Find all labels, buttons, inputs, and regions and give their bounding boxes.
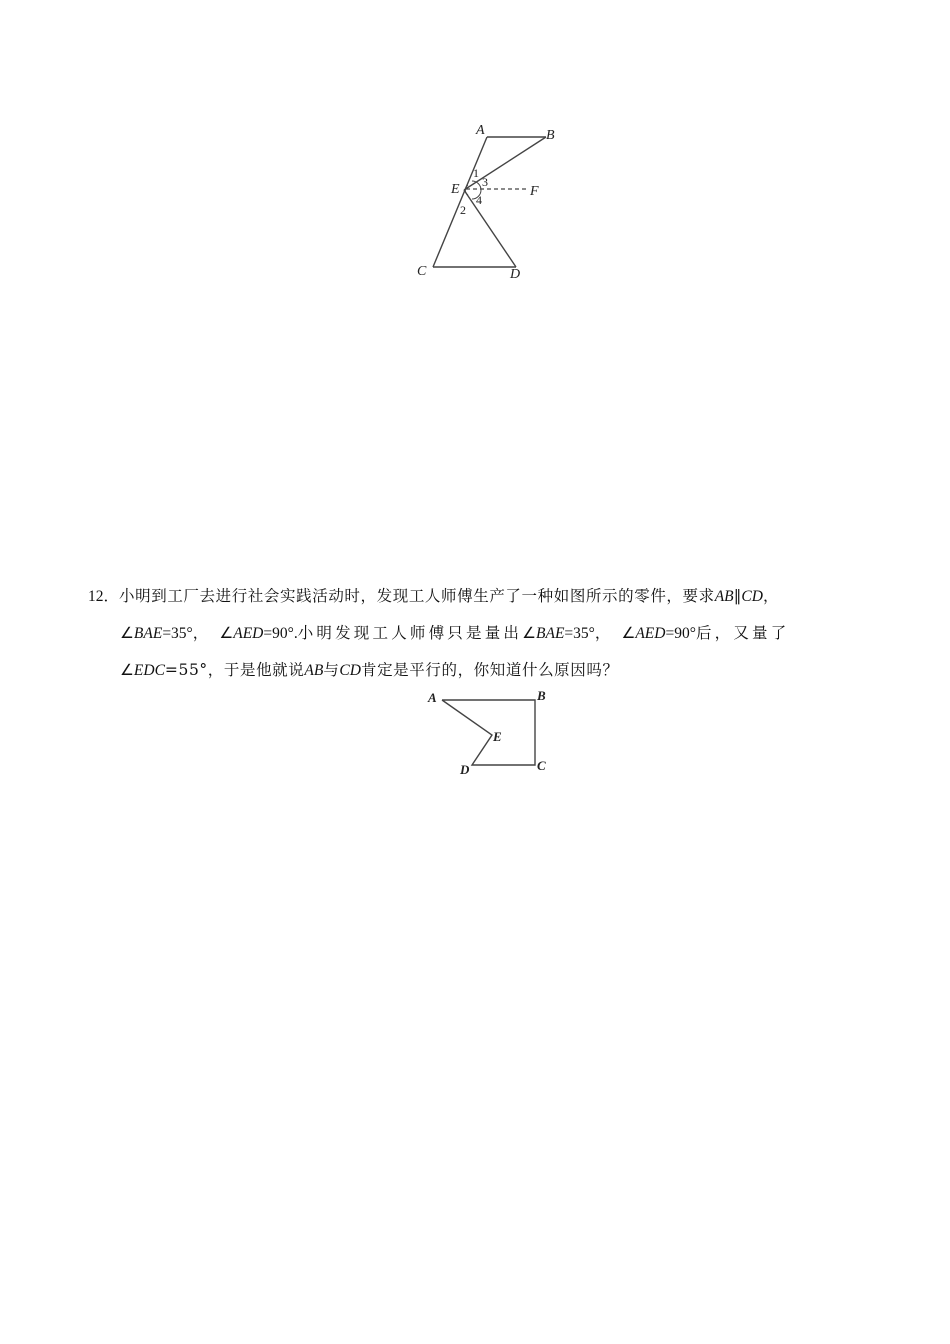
math-value: =90°. — [263, 625, 298, 642]
label-angle-2: 2 — [460, 203, 466, 217]
math-aed: AED — [635, 625, 666, 642]
label-e: E — [451, 182, 460, 197]
math-bae: BAE — [536, 625, 565, 642]
angle-symbol: ∠ — [120, 662, 134, 679]
math-bae: BAE — [133, 625, 163, 642]
math-value: =90° — [665, 625, 696, 642]
figure-bottom — [420, 685, 560, 780]
label-a: A — [428, 690, 437, 705]
problem-number: 12． — [88, 588, 120, 605]
label-f: F — [530, 184, 539, 199]
problem-text-2: 小明发现工人师傅只是量出 — [297, 624, 523, 642]
problem-text-2-end: 后，又量了 — [695, 624, 790, 642]
label-d: D — [510, 267, 521, 282]
problem-text-1: 小明到工厂去进行社会实践活动时，发现工人师傅生产了一种如图所示的零件，要求 — [119, 587, 715, 605]
segment-ed — [464, 190, 516, 267]
math-ab: AB — [304, 662, 324, 679]
problem-text-1-end: ， — [762, 587, 780, 605]
part-outline — [442, 700, 535, 765]
math-cd: CD — [741, 588, 763, 605]
label-e: E — [493, 729, 502, 744]
problem-text-3: 与 — [323, 661, 340, 679]
problem-line-2 — [88, 615, 868, 652]
math-value: =35°， — [162, 625, 209, 642]
math-aed: AED — [233, 625, 264, 642]
label-angle-1: 1 — [473, 166, 479, 180]
math-cd: CD — [339, 662, 361, 679]
label-a: A — [476, 123, 485, 138]
label-b: B — [546, 128, 555, 143]
math-ab: AB — [714, 588, 734, 605]
problem-12 — [88, 578, 868, 689]
label-c: C — [537, 758, 546, 773]
label-d: D — [460, 762, 470, 777]
math-value: =35°， — [564, 625, 611, 642]
angle-symbol: ∠ — [621, 625, 636, 642]
label-angle-3: 3 — [482, 175, 488, 189]
problem-line-3 — [88, 652, 868, 689]
math-value: =55°，于是他就说 — [164, 661, 305, 679]
figure-bottom-svg — [420, 685, 560, 780]
angle-symbol: ∠ — [120, 625, 134, 642]
math-edc: EDC — [133, 662, 165, 679]
angle-symbol: ∠ — [522, 625, 537, 642]
figure-top — [400, 115, 560, 290]
problem-text-3-end: 肯定是平行的，你知道什么原因吗？ — [360, 661, 619, 679]
problem-line-1 — [88, 578, 868, 615]
angle-symbol: ∠ — [219, 625, 234, 642]
figure-top-svg — [400, 115, 560, 290]
label-angle-4: 4 — [476, 193, 482, 207]
label-b: B — [537, 688, 546, 703]
label-c: C — [417, 264, 427, 279]
parallel-symbol: ∥ — [733, 588, 742, 605]
